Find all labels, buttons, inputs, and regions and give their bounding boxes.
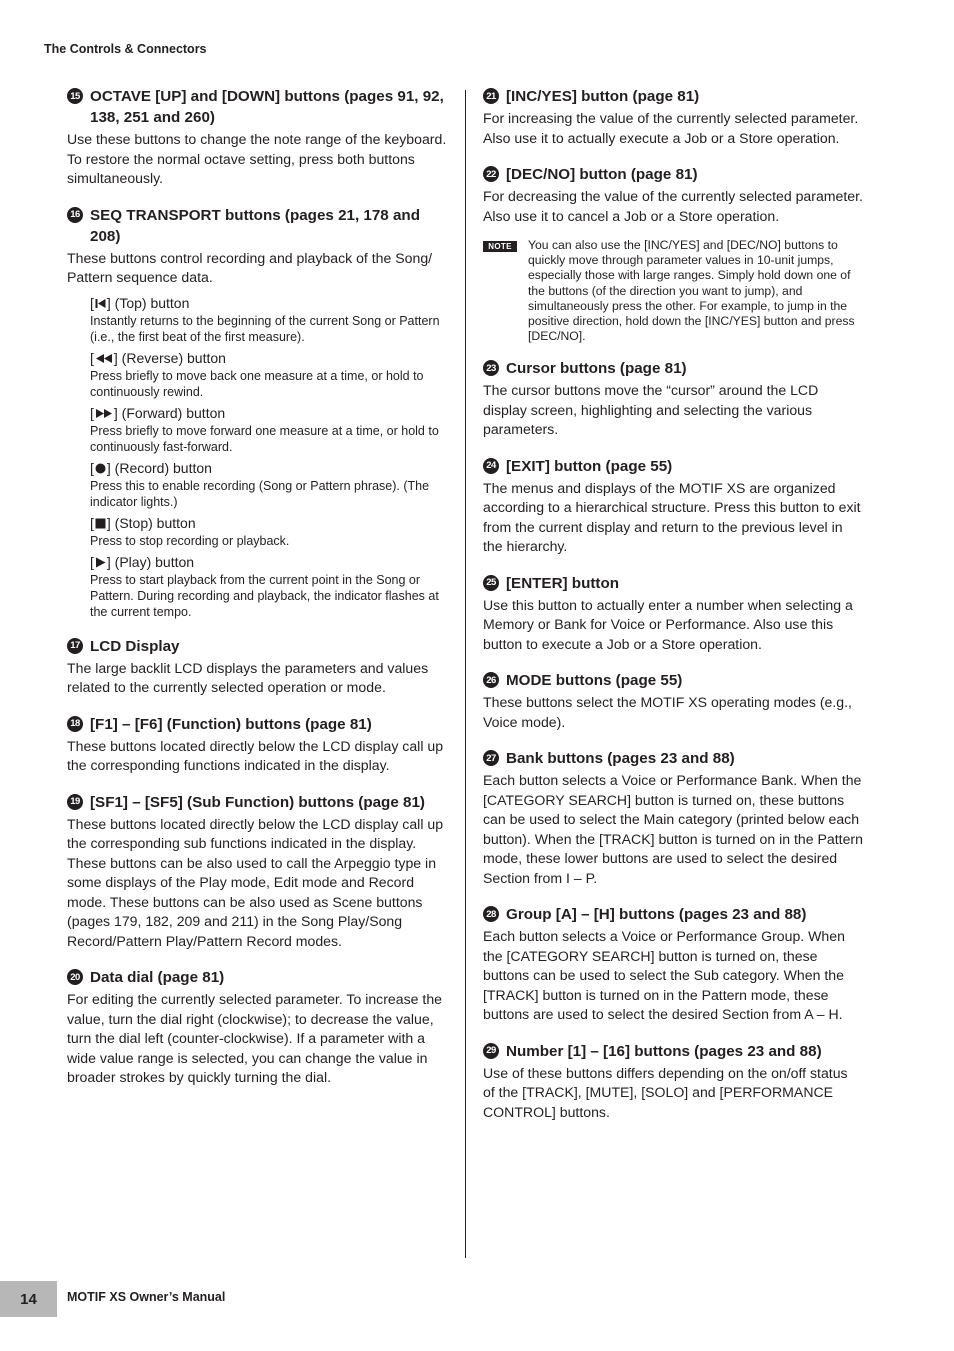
section-seq-transport [67,205,452,620]
section-body: For decreasing the value of the currently selected parameter. Also use it to cancel a Job or a Store operation. [483,188,863,224]
transport-item-desc: Press to start playback from the current point in the Song or Pattern. During recording and playback, the indicator flashes at the current tempo. [90,572,439,619]
transport-item-record: [ ] (Record) button Press this to enable recording (Song or Pattern phrase). (The indicator lights.) [90,459,452,510]
transport-item-desc: Press this to enable recording (Song or Pattern phrase). (The indicator lights.) [90,478,430,509]
section-title: [ENTER] button [506,574,620,592]
section-title: SEQ TRANSPORT buttons (pages 21, 178 and 208) [90,206,420,245]
stop-icon [94,517,107,530]
section-title: Bank buttons (pages 23 and 88) [506,750,735,768]
note-box [483,238,863,344]
section-number-badge: 26 [483,672,499,688]
section-body: The menus and displays of the MOTIF XS are organized according to a hierarchical structure. Press this button to exit from the current display and return to the previous level in the hierarchy. [483,479,861,555]
section-body: Each button selects a Voice or Performance Group. When the [CATEGORY SEARCH] button is turned on, these buttons can be used to select the Sub category. When the [TRACK] button is turned on in the Pattern mode, these buttons are used to select the desired Section from A – H. [483,928,845,1023]
section-exit-button [483,456,863,557]
transport-item-title: (Reverse) button [121,349,226,366]
section-title: MODE buttons (page 55) [506,672,683,690]
section-heading [67,86,452,128]
section-inc-yes-button [483,86,863,148]
transport-item-title: (Forward) button [121,404,226,421]
section-body: For increasing the value of the currently selected parameter. Also use it to actually execute a Job or a Store operation. [483,110,859,146]
section-body: These buttons located directly below the LCD display call up the corresponding sub functions indicated in the display. These buttons can be also used to call the Arpeggio type in some displays of the Play mode, Edit mode and Record mode. These buttons can be also used as Scene buttons (pages 179, 182, 209 and 211) in the Song Play/Song Record/Pattern Play/Pattern Record modes. [67,815,444,949]
section-number-badge: 29 [483,1043,499,1059]
transport-item-title: (Play) button [114,553,195,570]
transport-item-reverse: [ ] (Reverse) button Press briefly to move back one measure at a time, or hold to continuously rewind. [90,349,452,400]
section-number-badge: 20 [67,969,83,985]
section-heading [67,967,452,988]
section-heading [67,636,452,657]
section-mode-buttons [483,670,863,732]
section-title: Cursor buttons (page 81) [506,360,687,378]
section-heading [67,792,452,813]
forward-icon [94,407,114,420]
section-number-badge: 16 [67,207,83,223]
section-heading [483,748,863,769]
section-heading [483,904,863,925]
transport-item-title: (Record) button [114,459,212,476]
section-dec-no-button [483,164,863,226]
section-heading [67,714,452,735]
section-sub-function-buttons [67,792,452,952]
section-title: Data dial (page 81) [90,969,225,986]
section-number-badge: 18 [67,716,83,732]
section-lcd-display [67,636,452,698]
play-icon [94,556,107,569]
record-icon [94,462,107,475]
section-number-buttons [483,1041,863,1123]
column-divider [465,90,466,1258]
section-number-badge: 24 [483,458,499,474]
transport-item-desc: Instantly returns to the beginning of the current Song or Pattern (i.e., the first beat of the first measure). [90,313,440,344]
section-number-badge: 28 [483,906,499,922]
section-number-badge: 27 [483,750,499,766]
section-body: Use these buttons to change the note range of the keyboard. To restore the normal octave setting, press both buttons simultaneously. [67,131,447,186]
section-number-badge: 17 [67,638,83,654]
section-number-badge: 21 [483,88,499,104]
section-number-badge: 25 [483,575,499,591]
transport-item-desc: Press briefly to move back one measure at a time, or hold to continuously rewind. [90,368,424,399]
section-heading [483,573,863,594]
section-title: OCTAVE [UP] and [DOWN] buttons (pages 91, 92, 138, 251 and 260) [90,88,444,126]
section-title: Group [A] – [H] buttons (pages 23 and 88) [506,906,807,924]
left-column [67,86,452,1104]
manual-title: MOTIF XS Owner’s Manual [67,1290,226,1304]
section-octave-buttons [67,86,452,189]
section-enter-button [483,573,863,655]
section-title: [EXIT] button (page 55) [506,457,673,475]
note-text: You can also use the [INC/YES] and [DEC/NO] buttons to quickly move through parameter values in 10-unit jumps, especially those with large ranges. Simply hold down one of the buttons (of the direction you want to jump), and simultaneously press the other. For example, to jump in the positive direction, hold down the [INC/YES] button and press [DEC/NO]. [528,238,855,344]
section-heading [483,1041,863,1062]
section-body: Use this button to actually enter a number when selecting a Memory or Bank for Voice or Performance. Also use this button to execute a Job or a Store operation. [483,596,853,652]
section-number-badge: 19 [67,794,83,810]
note-icon: NOTE [483,241,517,252]
section-data-dial [67,967,452,1088]
top-icon [94,297,107,310]
section-group-buttons [483,904,863,1025]
transport-item-title: (Stop) button [114,514,196,531]
right-column [483,86,863,1138]
transport-item-desc: Press to stop recording or playback. [90,533,290,548]
section-title: [INC/YES] button (page 81) [506,88,700,105]
running-header: The Controls & Connectors [44,42,207,56]
page-number: 14 [0,1281,57,1317]
section-number-badge: 23 [483,360,499,376]
section-heading [483,164,863,185]
transport-item-desc: Press briefly to move forward one measure at a time, or hold to continuously fast-forward. [90,423,439,454]
section-heading [67,205,452,247]
reverse-icon [94,352,114,365]
section-body: These buttons select the MOTIF XS operating modes (e.g., Voice mode). [483,694,852,730]
section-body: Use of these buttons differs depending on the on/off status of the [TRACK], [MUTE], [SOLO] and [PERFORMANCE CONTROL] buttons. [483,1064,848,1120]
transport-button-list [90,294,452,620]
section-title: [SF1] – [SF5] (Sub Function) buttons (page 81) [90,793,425,811]
transport-item-title: (Top) button [114,294,190,311]
transport-item-top: [ ] (Top) button Instantly returns to the beginning of the current Song or Pattern (i.e., the first beat of the first measure). [90,294,452,345]
section-heading [483,670,863,691]
transport-item-play: [ ] (Play) button Press to start playback from the current point in the Song or Pattern. During recording and playback, the indicator flashes at the current tempo. [90,553,452,620]
section-title: [DEC/NO] button (page 81) [506,166,698,183]
section-cursor-buttons [483,358,863,440]
section-body: For editing the currently selected parameter. To increase the value, turn the dial right (clockwise); to decrease the value, turn the dial left (counter-clockwise). If a parameter with a wide value range is selected, you can change the value in broader strokes by quickly turning the dial. [67,991,442,1085]
section-title: Number [1] – [16] buttons (pages 23 and 88) [506,1042,822,1060]
section-body: The cursor buttons move the “cursor” around the LCD display screen, highlighting and selecting the various parameters. [483,382,819,438]
section-heading [483,456,863,477]
section-title: LCD Display [90,637,180,655]
section-body: The large backlit LCD displays the parameters and values related to the currently selected operation or mode. [67,659,429,695]
section-number-badge: 22 [483,166,499,182]
section-heading [483,358,863,379]
transport-item-stop: [ ] (Stop) button Press to stop recording or playback. [90,514,452,549]
transport-item-forward: [ ] (Forward) button Press briefly to move forward one measure at a time, or hold to continuously fast-forward. [90,404,452,455]
section-number-badge: 15 [67,88,83,104]
section-body: These buttons located directly below the LCD display call up the corresponding functions indicated in the display. [67,737,444,773]
section-bank-buttons [483,748,863,888]
section-function-buttons [67,714,452,776]
section-heading [483,86,863,107]
section-title: [F1] – [F6] (Function) buttons (page 81) [90,715,372,733]
section-body: These buttons control recording and playback of the Song/ Pattern sequence data. [67,249,433,285]
section-body: Each button selects a Voice or Performance Bank. When the [CATEGORY SEARCH] button is turned on, these buttons can be used to select the Main category (printed below each button). When the [TRACK] button is turned on in the Pattern mode, these lower buttons are used to select the desired Section from I – P. [483,772,863,886]
